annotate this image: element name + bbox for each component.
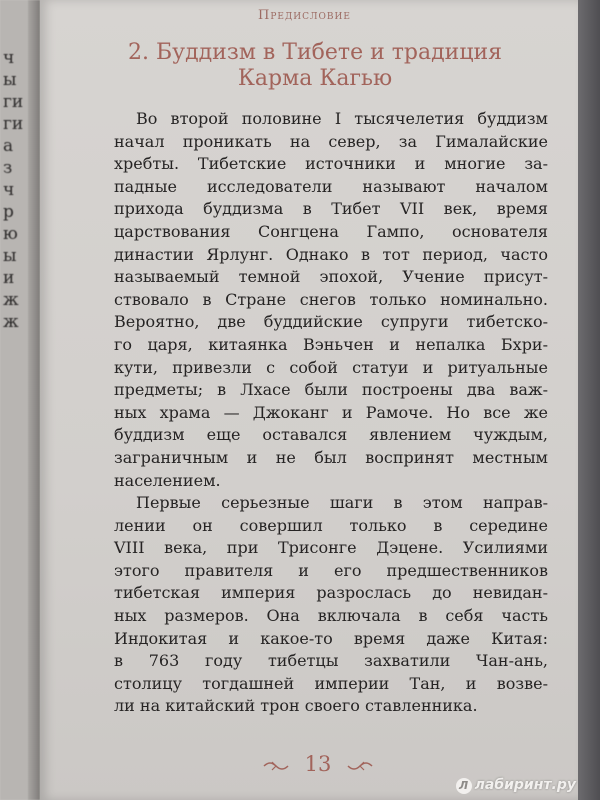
paragraph-2-line: Индокитая и какое-то время даже Китая: [114,628,548,648]
paragraph-2-line: в 763 году тибетцы захватили Чан-ань, [114,651,548,671]
paragraph-2-line: лении он совершил только в середине [114,515,548,535]
book-gutter [28,0,40,800]
watermark [456,777,576,794]
paragraph-2-line: тибетская империя разрослась до невидан- [114,583,548,603]
page-number-folio [258,752,378,776]
left-page-fragment: ч [3,48,15,68]
paragraph-1-line: царствования Сонгцена Гампо, основателя [114,221,548,241]
paragraph-1-line: называемый темной эпохой, Учение присут- [114,267,548,287]
left-page-fragment: р [3,202,14,222]
left-page-fragment: ж [3,312,19,332]
paragraph-1-line: прихода буддизма в Тибет VII век, время [114,199,548,219]
paragraph-1-line: Вероятно, две буддийские супруги тибетско- [114,312,548,332]
paragraph-1-line: кути, привезли с собой статуи и ритуальные [114,357,548,377]
chapter-title [110,40,520,92]
paragraph-1-line: буддизм еще оставался явлением чуждым, [114,425,548,445]
paragraph-2-line: VIII века, при Трисонге Дэцене. Усилиями [114,538,548,558]
left-page-fragment: и [3,268,15,288]
paragraph-1 [114,108,548,492]
paragraph-1-line: династии Ярлунг. Однако в тот период, часто [114,244,548,264]
left-ornament-icon [262,759,290,773]
left-page-fragment: ж [3,290,19,310]
paragraph-2 [114,492,548,718]
book-page [40,0,578,800]
paragraph-2-line: ли на китайский трон своего ставленника. [114,696,478,716]
left-page-fragment: ы [3,70,17,90]
labirint-logo-icon: Л [456,778,472,794]
paragraph-1-line: предметы; в Лхасе были построены два важ- [114,380,548,400]
left-page-fragment: ги [3,92,24,112]
chapter-title-line-1: 2. Буддизм в Тибете и традиция [127,40,503,65]
paragraph-2-line: столицу тогдашней империи Тан, и возве- [114,673,548,693]
watermark-text: лабиринт.ру [474,777,576,793]
right-ornament-icon [346,759,374,773]
paragraph-1-line: падные исследователи называют началом [114,176,548,196]
paragraph-2-line: ных размеров. Она включала в себя часть [114,606,548,626]
paragraph-1-line: заграничным и не был воспринят местным [114,447,548,467]
running-head: Предисловие [258,8,351,23]
adjacent-left-page [0,0,40,800]
right-page-edge [578,0,600,800]
paragraph-1-line: Во второй половине I тысячелетия буддизм [136,109,548,128]
left-page-fragment: ы [3,246,17,266]
left-page-fragment: з [3,158,13,178]
left-page-fragment: а [3,136,14,156]
paragraph-1-line: ствовало в Стране снегов только номинально. [114,289,548,309]
left-page-fragment: ч [3,180,15,200]
paragraph-1-line: го царя, китаянка Вэньчен и непалка Бхри- [114,334,548,354]
paragraph-2-line: этого правителя и его предшественников [114,560,548,580]
paragraph-1-line: хребты. Тибетские источники и многие за- [114,154,548,174]
paragraph-1-line: начал проникать на север, за Гималайские [114,131,548,151]
page-number: 13 [304,752,332,776]
left-page-fragment: ги [3,114,24,134]
body-text [114,108,548,718]
paragraph-2-line: Первые серьезные шаги в этом направ- [136,493,548,513]
paragraph-1-line: населением. [114,470,221,490]
paragraph-1-line: ных храма — Джоканг и Рамоче. Но все же [114,402,548,422]
left-page-fragment: ю [3,224,18,244]
chapter-title-line-2: Карма Кагью [237,66,393,91]
